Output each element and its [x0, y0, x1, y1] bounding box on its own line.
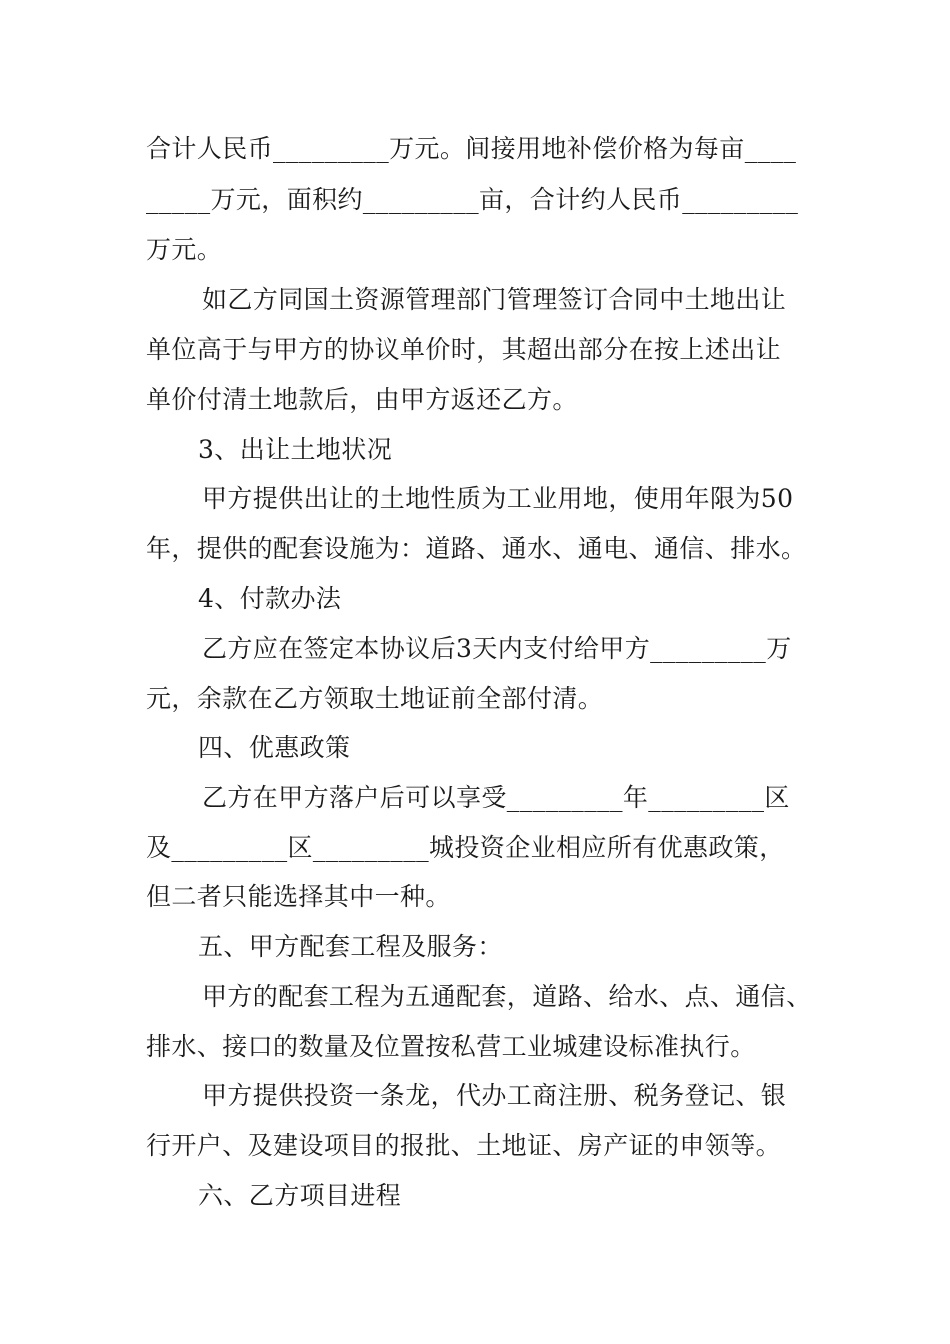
paragraph-start: 甲方提供投资一条龙，代办工商注册、税务登记、银 — [202, 1081, 787, 1110]
text-line: 单位高于与甲方的协议单价时，其超出部分在按上述出让 — [146, 335, 782, 364]
section-heading: 四、优惠政策 — [198, 733, 351, 762]
text-line: 合计人民币_________万元。间接用地补偿价格为每亩____ — [146, 134, 797, 163]
paragraph-start: 乙方应在签定本协议后3天内支付给甲方_________万 — [202, 634, 792, 663]
section-heading: 六、乙方项目进程 — [198, 1181, 402, 1210]
text-line: 排水、接口的数量及位置按私营工业城建设标准执行。 — [146, 1032, 756, 1061]
text-line: 万元。 — [146, 235, 223, 264]
text-line: 元，余款在乙方领取土地证前全部付清。 — [146, 684, 604, 713]
text-line: _____万元，面积约_________亩，合计约人民币_________ — [146, 185, 799, 214]
paragraph-start: 甲方的配套工程为五通配套，道路、给水、点、通信、 — [202, 982, 812, 1011]
section-heading: 3、出让土地状况 — [198, 435, 393, 464]
text-line: 行开户、及建设项目的报批、土地证、房产证的申领等。 — [146, 1131, 782, 1160]
section-heading: 4、付款办法 — [198, 584, 342, 613]
text-line: 单价付清土地款后，由甲方返还乙方。 — [146, 385, 578, 414]
paragraph-start: 甲方提供出让的土地性质为工业用地，使用年限为50 — [202, 484, 794, 513]
paragraph-start: 乙方在甲方落户后可以享受_________年_________区 — [202, 783, 790, 812]
text-line: 及_________区_________城投资企业相应所有优惠政策， — [146, 833, 785, 862]
section-heading: 五、甲方配套工程及服务： — [198, 932, 503, 961]
paragraph-start: 如乙方同国土资源管理部门管理签订合同中土地出让 — [202, 285, 787, 314]
text-line: 年，提供的配套设施为：道路、通水、通电、通信、排水。 — [146, 534, 807, 563]
text-line: 但二者只能选择其中一种。 — [146, 882, 451, 911]
